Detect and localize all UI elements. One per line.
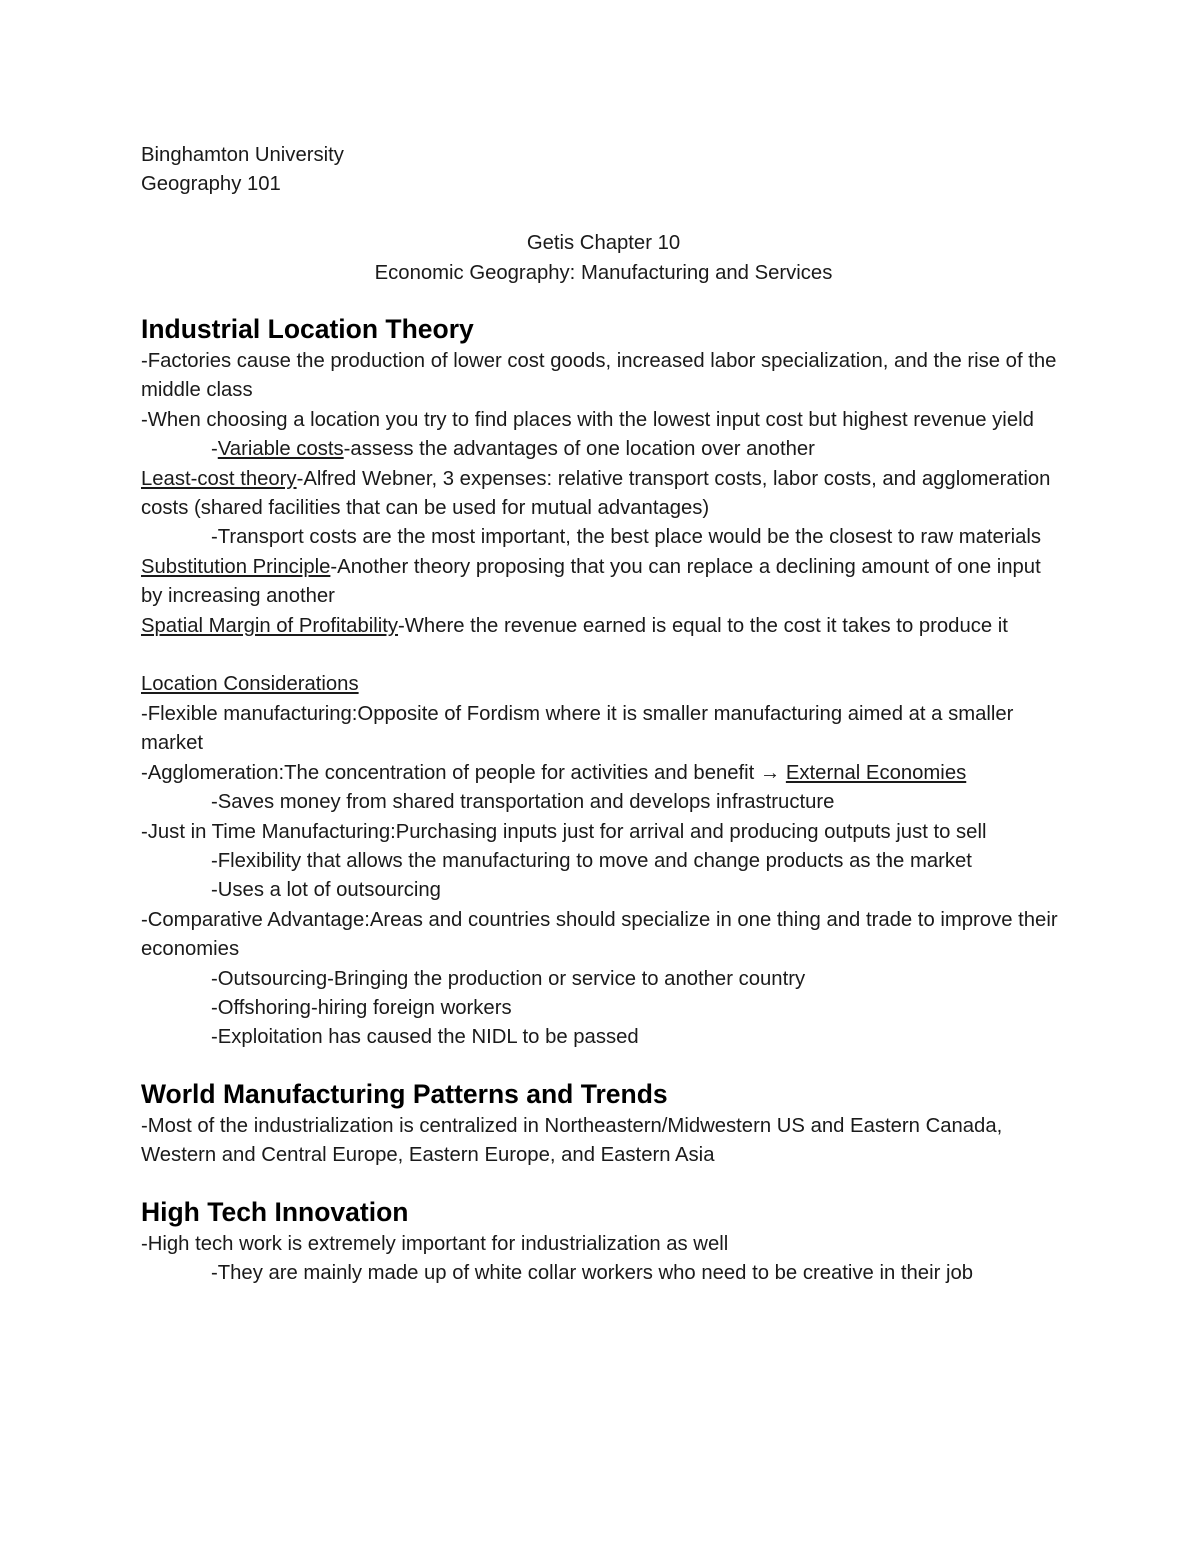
- spacer: [141, 1171, 1066, 1194]
- note-line: -Outsourcing-Bringing the production or service to another country: [211, 967, 806, 990]
- note-line: -High tech work is extremely important for industrialization as well: [141, 1232, 729, 1255]
- note-line: -They are mainly made up of white collar workers who need to be creative in their job: [211, 1261, 974, 1284]
- note-line: -Offshoring-hiring foreign workers: [211, 996, 512, 1019]
- chapter-subtitle: Economic Geography: Manufacturing and Services: [374, 261, 833, 284]
- term-variable-costs: Variable costs: [217, 438, 344, 461]
- heading-world-manufacturing: World Manufacturing Patterns and Trends: [141, 1078, 668, 1109]
- definition: -Alfred Webner, 3 expenses: relative transport costs, labor costs, and agglomeration costs (shared facilities that can be used for mutual advantages): [141, 467, 1051, 520]
- definition: -Where the revenue earned is equal to the cost it takes to produce it: [398, 614, 1008, 637]
- chapter-title: Getis Chapter 10: [526, 232, 681, 255]
- subheading-text: Location Considerations: [141, 673, 359, 696]
- heading-industrial-location-theory: Industrial Location Theory: [141, 314, 474, 345]
- note-line: -Uses a lot of outsourcing: [211, 879, 441, 902]
- note-line: -Most of the industrialization is centralized in Northeastern/Midwestern US and Eastern Canada, Western and Central Europe, Eastern Europe, and Eastern Asia: [141, 1114, 1003, 1167]
- term-least-cost-theory: Least-cost theory: [141, 467, 297, 490]
- note-line: -Comparative Advantage:Areas and countries should specialize in one thing and trade to improve their economies: [141, 908, 1058, 961]
- heading-high-tech-innovation: High Tech Innovation: [141, 1196, 409, 1227]
- term-external-economies: External Economies: [785, 761, 967, 784]
- note-line: [141, 759, 1066, 788]
- note-line: -Exploitation has caused the NIDL to be passed: [211, 1026, 639, 1049]
- subheading-location-considerations: [141, 670, 1066, 699]
- note-line: -Transport costs are the most important, the best place would be the closest to raw materials: [211, 526, 1042, 549]
- term-substitution-principle: Substitution Principle: [141, 555, 331, 578]
- course-name: Geography 101: [141, 173, 281, 196]
- spacer: [141, 1053, 1066, 1076]
- note-line: -Just in Time Manufacturing:Purchasing inputs just for arrival and producing outputs just to sell: [141, 820, 987, 843]
- term-spatial-margin: Spatial Margin of Profitability: [141, 614, 399, 637]
- spacer: [141, 641, 1066, 670]
- institution-name: Binghamton University: [141, 144, 344, 166]
- note-line: [141, 465, 1066, 524]
- note-line: -When choosing a location you try to find places with the lowest input cost but highest revenue yield: [141, 408, 1034, 431]
- note-line: -Saves money from shared transportation and develops infrastructure: [211, 791, 835, 814]
- note-line: -Factories cause the production of lower cost goods, increased labor specialization, and the rise of the middle class: [141, 350, 1057, 402]
- note-line: -Flexibility that allows the manufacturing to move and change products as the market: [211, 849, 972, 872]
- spacer: [141, 200, 1066, 229]
- spacer: [141, 288, 1066, 311]
- dash: -: [211, 438, 218, 461]
- document-page: [141, 141, 1066, 1288]
- definition: -Agglomeration:The concentration of people for activities and benefit →: [141, 761, 786, 784]
- note-line: [141, 435, 1066, 464]
- definition: -assess the advantages of one location over another: [343, 438, 815, 461]
- definition: -Another theory proposing that you can replace a declining amount of one input by increasing another: [141, 555, 1041, 608]
- note-line: [141, 553, 1066, 612]
- note-line: [141, 612, 1066, 641]
- note-line: -Flexible manufacturing:Opposite of Fordism where it is smaller manufacturing aimed at a smaller market: [141, 702, 1014, 755]
